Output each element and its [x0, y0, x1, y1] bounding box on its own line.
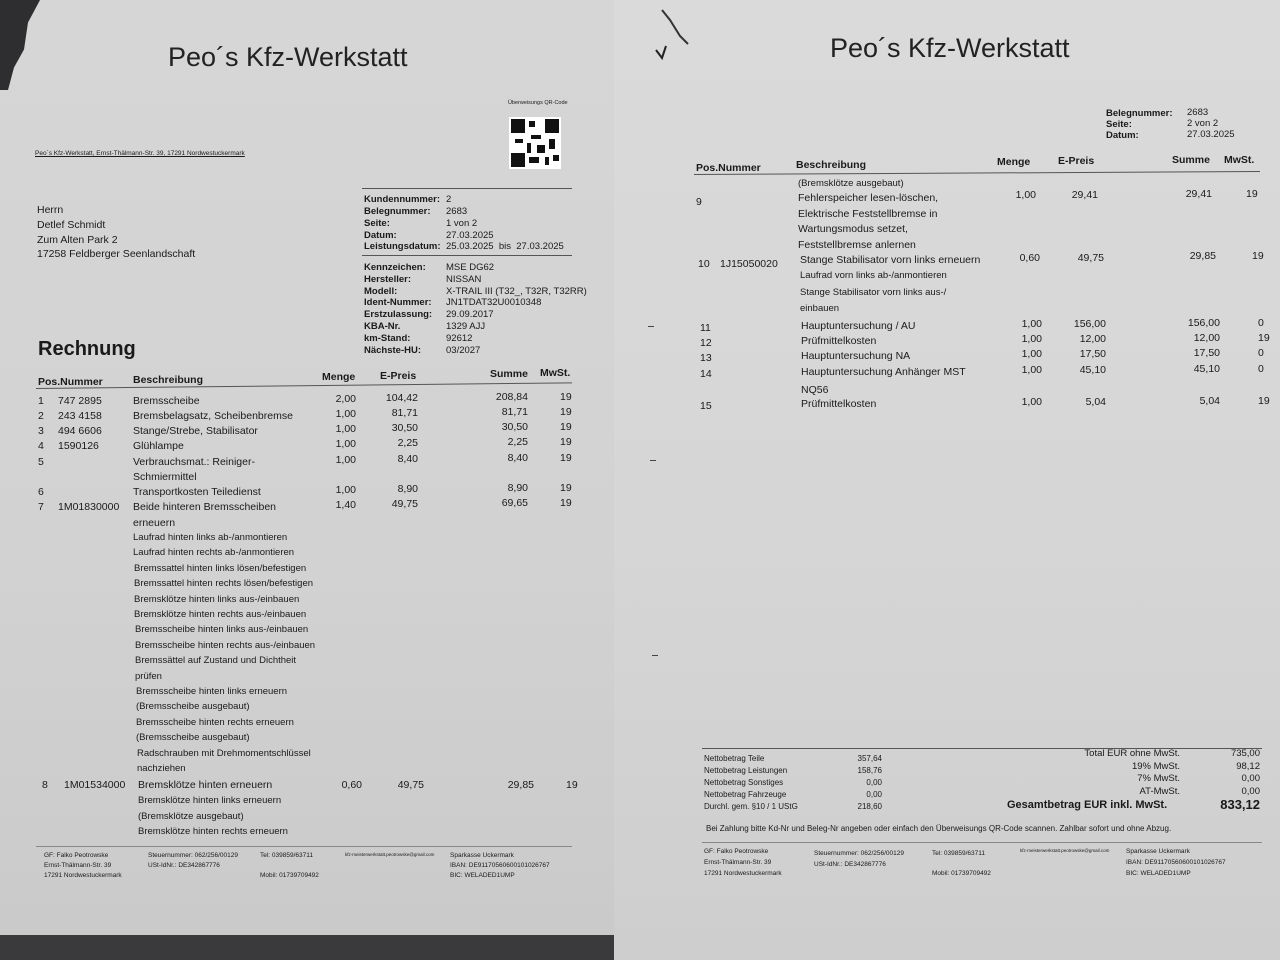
detail-line: Bremsklötze hinten links erneuern [138, 795, 282, 806]
grand-total-value: 833,12 [1220, 797, 1260, 812]
row-article-number: 747 2895 [58, 395, 102, 407]
net-label: Nettobetrag Leistungen [704, 766, 788, 775]
col-menge: Menge [322, 371, 356, 383]
row-pos: 12 [700, 337, 712, 349]
row-sum: 208,84 [495, 391, 528, 403]
footer-email: kfz-meisterwerkstatt.peotrowske@gmail.com [345, 852, 435, 857]
row-sum: 8,90 [507, 482, 528, 494]
col-pos: Pos.Nummer [696, 162, 761, 174]
vehicle-value: NISSAN [446, 274, 482, 285]
row-sum: 30,50 [501, 421, 528, 433]
col-pos: Pos.Nummer [38, 376, 103, 388]
row-unit-price: 30,50 [391, 422, 418, 434]
total-value: 98,12 [1236, 761, 1260, 772]
vehicle-value: X-TRAIL III (T32_, T32R, T32RR) [446, 286, 587, 297]
row-unit-price: 49,75 [1077, 252, 1104, 264]
row-pos: 8 [42, 779, 48, 791]
vehicle-label: Ident-Nummer: [364, 297, 432, 308]
row-article-number: 1M01830000 [58, 501, 120, 513]
total-value: 735,00 [1230, 748, 1260, 759]
row-description: Feststellbremse anlernen [798, 238, 916, 251]
address-line: Zum Alten Park 2 [37, 234, 118, 246]
detail-line: Bremsklötze hinten links aus-/einbauen [134, 593, 300, 605]
net-label: Nettobetrag Sonstiges [704, 778, 784, 787]
payment-qr-code[interactable] [509, 117, 561, 169]
row-pos: 11 [700, 322, 711, 334]
row-vat: 19 [566, 779, 578, 791]
footer-text: GF: Falko Peotrowske [44, 852, 109, 859]
row-description: Hauptuntersuchung Anhänger MST [801, 366, 966, 378]
row-sum: 29,85 [1189, 250, 1216, 262]
total-label: 7% MwSt. [1137, 773, 1180, 784]
footer-text: USt-IdNr.: DE342867776 [814, 861, 886, 868]
footer-text: Ernst-Thälmann-Str. 39 [704, 859, 772, 866]
invoice-page-2 [614, 0, 1280, 960]
meta-value: 27.03.2025 [1187, 129, 1235, 140]
footer-text: GF: Falko Peotrowske [704, 848, 769, 855]
footer-email: kfz-meisterwerkstatt.peotrowske@gmail.com [1020, 848, 1110, 853]
meta-label: Kundennummer: [364, 194, 440, 205]
row-vat: 19 [1246, 188, 1258, 200]
meta-label: Belegnummer: [1106, 108, 1173, 119]
row-unit-price: 5,04 [1085, 396, 1106, 408]
torn-corner [0, 0, 40, 90]
row-quantity: 1,00 [1021, 318, 1042, 330]
net-value: 357,64 [857, 754, 882, 763]
detail-line: Bremsscheibe hinten rechts aus-/einbauen [135, 639, 316, 651]
meta-label: Datum: [1106, 130, 1139, 141]
row-pos: 6 [38, 486, 44, 498]
meta-label: Seite: [364, 218, 390, 229]
row-quantity: 1,00 [335, 484, 356, 496]
vehicle-value: 03/2027 [446, 345, 481, 356]
col-menge: Menge [997, 156, 1031, 168]
row-description: NQ56 [801, 384, 829, 396]
footer-bank: IBAN: DE91170560600101026767 [450, 862, 550, 869]
row-article-number: 494 6606 [58, 425, 102, 437]
row-article-number: 1J15050020 [720, 258, 778, 270]
row-quantity: 1,00 [1021, 333, 1042, 345]
row-sum: 8,40 [507, 452, 528, 464]
detail-line: (Bremsscheibe ausgebaut) [136, 732, 250, 744]
row-vat: 0 [1258, 317, 1264, 329]
row-vat: 19 [560, 391, 572, 403]
vehicle-label: KBA-Nr. [364, 321, 401, 332]
row-vat: 0 [1258, 363, 1264, 375]
row-sum: 29,41 [1185, 188, 1212, 200]
row-quantity: 1,00 [1015, 189, 1036, 201]
meta-label: Leistungsdatum: [364, 241, 441, 252]
row-sum: 45,10 [1193, 363, 1220, 375]
row-pos: 9 [696, 196, 702, 208]
detail-line: Bremsklötze hinten rechts aus-/einbauen [134, 609, 307, 620]
row-vat: 19 [560, 497, 572, 509]
row-quantity: 1,40 [335, 499, 356, 511]
col-summe: Summe [1172, 154, 1210, 166]
address-line: 17258 Feldberger Seenlandschaft [37, 248, 196, 260]
footer-bank: Sparkasse Uckermark [450, 852, 514, 859]
row-description: Beide hinteren Bremsscheiben [133, 501, 277, 513]
footer-text: Ernst-Thälmann-Str. 39 [44, 862, 112, 869]
row-pos: 1 [38, 395, 44, 407]
row-vat: 19 [560, 452, 572, 464]
row-vat: 19 [560, 482, 572, 494]
row-description: Hauptuntersuchung / AU [801, 320, 916, 332]
sender-line: Peo´s Kfz-Werkstatt, Ernst-Thälmann-Str. 39, 17291 Nordwestuckermark [35, 150, 245, 157]
row-quantity: 1,00 [1021, 348, 1042, 360]
row-description: Wartungsmodus setzet, [798, 223, 908, 235]
row-vat: 19 [1258, 395, 1270, 407]
row-pos: 15 [700, 400, 712, 412]
footer-text: Steuernummer: 062/256/00129 [814, 850, 904, 857]
net-label: Durchl. gem. §10 / 1 UStG [704, 802, 798, 811]
company-title: Peo´s Kfz-Werkstatt [830, 33, 1070, 63]
row-unit-price: 8,90 [397, 483, 418, 495]
footer-bank: BIC: WELADED1UMP [450, 872, 515, 879]
footer-text: USt-IdNr.: DE342867776 [148, 862, 220, 869]
net-value: 218,60 [857, 802, 882, 811]
detail-line: Laufrad hinten links ab-/anmontieren [133, 532, 288, 543]
meta-label: Belegnummer: [364, 206, 431, 217]
detail-line: Bremsscheibe hinten links aus-/einbauen [135, 624, 309, 636]
row-quantity: 1,00 [335, 438, 356, 450]
row-sum: 156,00 [1187, 317, 1220, 329]
row-pos: 2 [38, 410, 44, 422]
footer-text: 17291 Nordwestuckermark [704, 870, 782, 877]
detail-line: einbauen [800, 303, 840, 314]
footer-text: Mobil: 01739709492 [260, 872, 319, 879]
row-article-number: 1M01534000 [64, 779, 126, 791]
total-value: 0,00 [1241, 786, 1260, 797]
detail-line: Radschrauben mit Drehmomentschlüssel [137, 747, 311, 759]
row-description: Bremsbelagsatz, Scheibenbremse [133, 410, 293, 422]
total-label: 19% MwSt. [1131, 761, 1180, 772]
row-sum: 2,25 [507, 436, 528, 448]
row-description: Verbrauchsmat.: Reiniger- [133, 456, 255, 468]
net-value: 0,00 [866, 778, 882, 787]
row-vat: 19 [1258, 332, 1270, 344]
row-description: Schmiermittel [133, 471, 197, 483]
row-description: Prüfmittelkosten [801, 398, 877, 410]
row-pos: 5 [38, 456, 44, 468]
row-quantity: 1,00 [335, 423, 356, 435]
vehicle-label: Modell: [364, 286, 398, 297]
row-quantity: 1,00 [1021, 364, 1042, 376]
qr-label: Überweisungs QR-Code [508, 100, 568, 106]
footer-bank: Sparkasse Uckermark [1126, 848, 1190, 855]
footer-bank: IBAN: DE91170560600101026767 [1126, 859, 1226, 866]
detail-line: (Bremsklötze ausgebaut) [138, 810, 244, 822]
col-mwst: MwSt. [540, 367, 571, 379]
row-description: Hauptuntersuchung NA [801, 350, 911, 362]
row-article-number: 1590126 [58, 440, 99, 452]
col-desc: Beschreibung [133, 374, 204, 386]
meta-value: 2683 [446, 206, 468, 217]
detail-line: Bremssättel auf Zustand und Dichtheit [135, 655, 297, 667]
row-description: Transportkosten Teiledienst [133, 486, 261, 498]
row-unit-price: 156,00 [1073, 318, 1106, 330]
row-unit-price: 12,00 [1079, 333, 1106, 345]
total-label: Total EUR ohne MwSt. [1084, 748, 1180, 759]
col-desc: Beschreibung [796, 159, 867, 171]
address-line: Herrn [37, 204, 64, 216]
meta-value: 25.03.2025 bis 27.03.2025 [446, 241, 564, 252]
grand-total-label: Gesamtbetrag EUR inkl. MwSt. [1007, 799, 1168, 811]
row-description: erneuern [133, 517, 176, 529]
row-quantity: 2,00 [335, 393, 356, 405]
net-label: Nettobetrag Fahrzeuge [704, 790, 787, 799]
net-label: Nettobetrag Teile [704, 754, 765, 763]
detail-line: Bremsscheibe hinten links erneuern [136, 686, 288, 697]
total-label: AT-MwSt. [1139, 786, 1180, 797]
row-unit-price: 104,42 [385, 392, 418, 404]
detail-line: nachziehen [137, 763, 186, 774]
row-unit-price: 81,71 [391, 407, 418, 419]
detail-line: prüfen [135, 670, 162, 682]
vehicle-label: Kennzeichen: [364, 262, 426, 273]
meta-label: Seite: [1106, 119, 1132, 130]
row-vat: 19 [1252, 250, 1264, 262]
net-value: 0,00 [866, 790, 882, 799]
row-unit-price: 49,75 [391, 498, 418, 510]
row-description: Elektrische Feststellbremse in [798, 207, 938, 220]
pen-mark [652, 6, 696, 62]
row-pos: 7 [38, 501, 44, 513]
detail-line: Laufrad hinten rechts ab-/anmontieren [133, 547, 295, 559]
vehicle-label: km-Stand: [364, 333, 411, 344]
vehicle-value: MSE DG62 [446, 262, 495, 273]
row-unit-price: 29,41 [1071, 189, 1098, 201]
vehicle-value: 29.09.2017 [446, 309, 494, 320]
row-unit-price: 17,50 [1079, 348, 1106, 360]
row-quantity: 1,00 [335, 454, 356, 466]
footer-text: Mobil: 01739709492 [932, 870, 991, 877]
vehicle-value: 1329 AJJ [446, 321, 486, 332]
row-pos: 13 [700, 352, 712, 364]
net-value: 158,76 [857, 766, 882, 775]
meta-value: 2683 [1187, 107, 1209, 118]
row-description: Prüfmittelkosten [801, 335, 877, 347]
row-description: Glühlampe [133, 440, 184, 452]
footer-text: Tel: 039859/63711 [260, 852, 314, 859]
row-vat: 19 [560, 406, 572, 418]
total-value: 0,00 [1241, 773, 1260, 784]
row-pos: 3 [38, 425, 44, 437]
footer-text: Tel: 039859/63711 [932, 850, 986, 857]
detail-line: Stange Stabilisator vorn links aus-/ [800, 287, 947, 298]
meta-value: 27.03.2025 [446, 230, 494, 241]
carry-over-line: (Bremsklötze ausgebaut) [798, 178, 904, 189]
invoice-heading: Rechnung [38, 338, 136, 360]
row-description: Stange Stabilisator vorn links erneuern [800, 254, 981, 266]
detail-line: Bremsklötze hinten rechts erneuern [138, 826, 288, 837]
detail-line: (Bremsscheibe ausgebaut) [136, 701, 250, 713]
detail-line: Bremssattel hinten links lösen/befestigen [134, 562, 307, 574]
detail-line: Bremsscheibe hinten rechts erneuern [136, 716, 294, 728]
address-line: Detlef Schmidt [37, 219, 106, 231]
row-description: Bremsklötze hinten erneuern [138, 779, 273, 791]
invoice-page-1 [0, 0, 622, 935]
row-sum: 5,04 [1199, 395, 1220, 407]
row-sum: 17,50 [1193, 347, 1220, 359]
row-quantity: 0,60 [1019, 252, 1040, 264]
row-sum: 29,85 [507, 779, 534, 791]
row-sum: 81,71 [501, 406, 528, 418]
row-vat: 0 [1258, 347, 1264, 359]
row-article-number: 243 4158 [58, 410, 102, 422]
vehicle-value: JN1TDAT32U0010348 [446, 297, 542, 308]
row-vat: 19 [560, 421, 572, 433]
vehicle-label: Hersteller: [364, 274, 411, 285]
vehicle-value: 92612 [446, 333, 473, 344]
footer-text: 17291 Nordwestuckermark [44, 872, 122, 879]
row-pos: 4 [38, 440, 44, 452]
row-unit-price: 49,75 [397, 779, 424, 791]
row-quantity: 1,00 [335, 408, 356, 420]
col-preis: E-Preis [380, 370, 417, 382]
meta-value: 1 von 2 [446, 218, 478, 229]
meta-value: 2 von 2 [1187, 118, 1219, 129]
row-sum: 12,00 [1193, 332, 1220, 344]
row-unit-price: 45,10 [1079, 364, 1106, 376]
row-quantity: 0,60 [341, 779, 362, 791]
row-unit-price: 2,25 [397, 437, 418, 449]
payment-note: Bei Zahlung bitte Kd-Nr und Beleg-Nr angeben oder einfach den Überweisungs QR-Code scannen. Zahlbar sofort und ohne Abzug. [706, 824, 1172, 833]
detail-line: Laufrad vorn links ab-/anmontieren [800, 270, 947, 281]
vehicle-label: Erstzulassung: [364, 309, 433, 320]
detail-line: Bremssattel hinten rechts lösen/befestigen [134, 578, 314, 590]
col-summe: Summe [490, 368, 528, 380]
row-unit-price: 8,40 [397, 453, 418, 465]
row-pos: 14 [700, 368, 712, 380]
row-description: Bremsscheibe [133, 395, 200, 407]
row-vat: 19 [560, 436, 572, 448]
row-pos: 10 [698, 258, 710, 270]
meta-label: Datum: [364, 230, 397, 241]
col-preis: E-Preis [1058, 155, 1095, 167]
footer-text: Steuernummer: 062/256/00129 [148, 852, 238, 859]
vehicle-label: Nächste-HU: [364, 345, 422, 356]
row-quantity: 1,00 [1021, 396, 1042, 408]
row-description: Stange/Strebe, Stabilisator [133, 425, 258, 437]
row-sum: 69,65 [501, 497, 528, 509]
meta-value: 2 [446, 194, 452, 205]
row-description: Fehlerspeicher lesen-löschen, [798, 192, 939, 204]
col-mwst: MwSt. [1224, 154, 1255, 166]
company-title: Peo´s Kfz-Werkstatt [168, 42, 408, 72]
footer-bank: BIC: WELADED1UMP [1126, 870, 1191, 877]
